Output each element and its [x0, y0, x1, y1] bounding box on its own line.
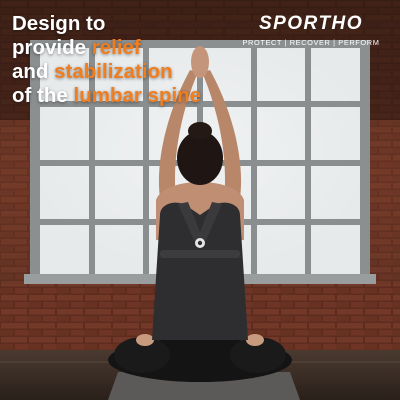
brand-name: SPORTHO — [258, 13, 364, 34]
headline-line-3-text: and — [12, 60, 55, 83]
highlight-relief: relief — [91, 36, 141, 59]
headline-line-2-text: provide — [12, 36, 92, 59]
headline-line-3 — [12, 60, 201, 84]
highlight-lumbar-spine: lumbar spine — [73, 84, 202, 107]
brand-logo — [236, 13, 386, 49]
headline-line-4 — [12, 84, 201, 108]
highlight-stabilization: stabilization — [54, 60, 173, 83]
headline — [12, 12, 201, 108]
brand-tagline: PROTECT | RECOVER | PERFORM — [242, 38, 380, 47]
headline-line-2 — [12, 36, 201, 60]
headline-line-1: Design to — [12, 12, 106, 35]
headline-line-4-text: of the — [12, 84, 74, 107]
